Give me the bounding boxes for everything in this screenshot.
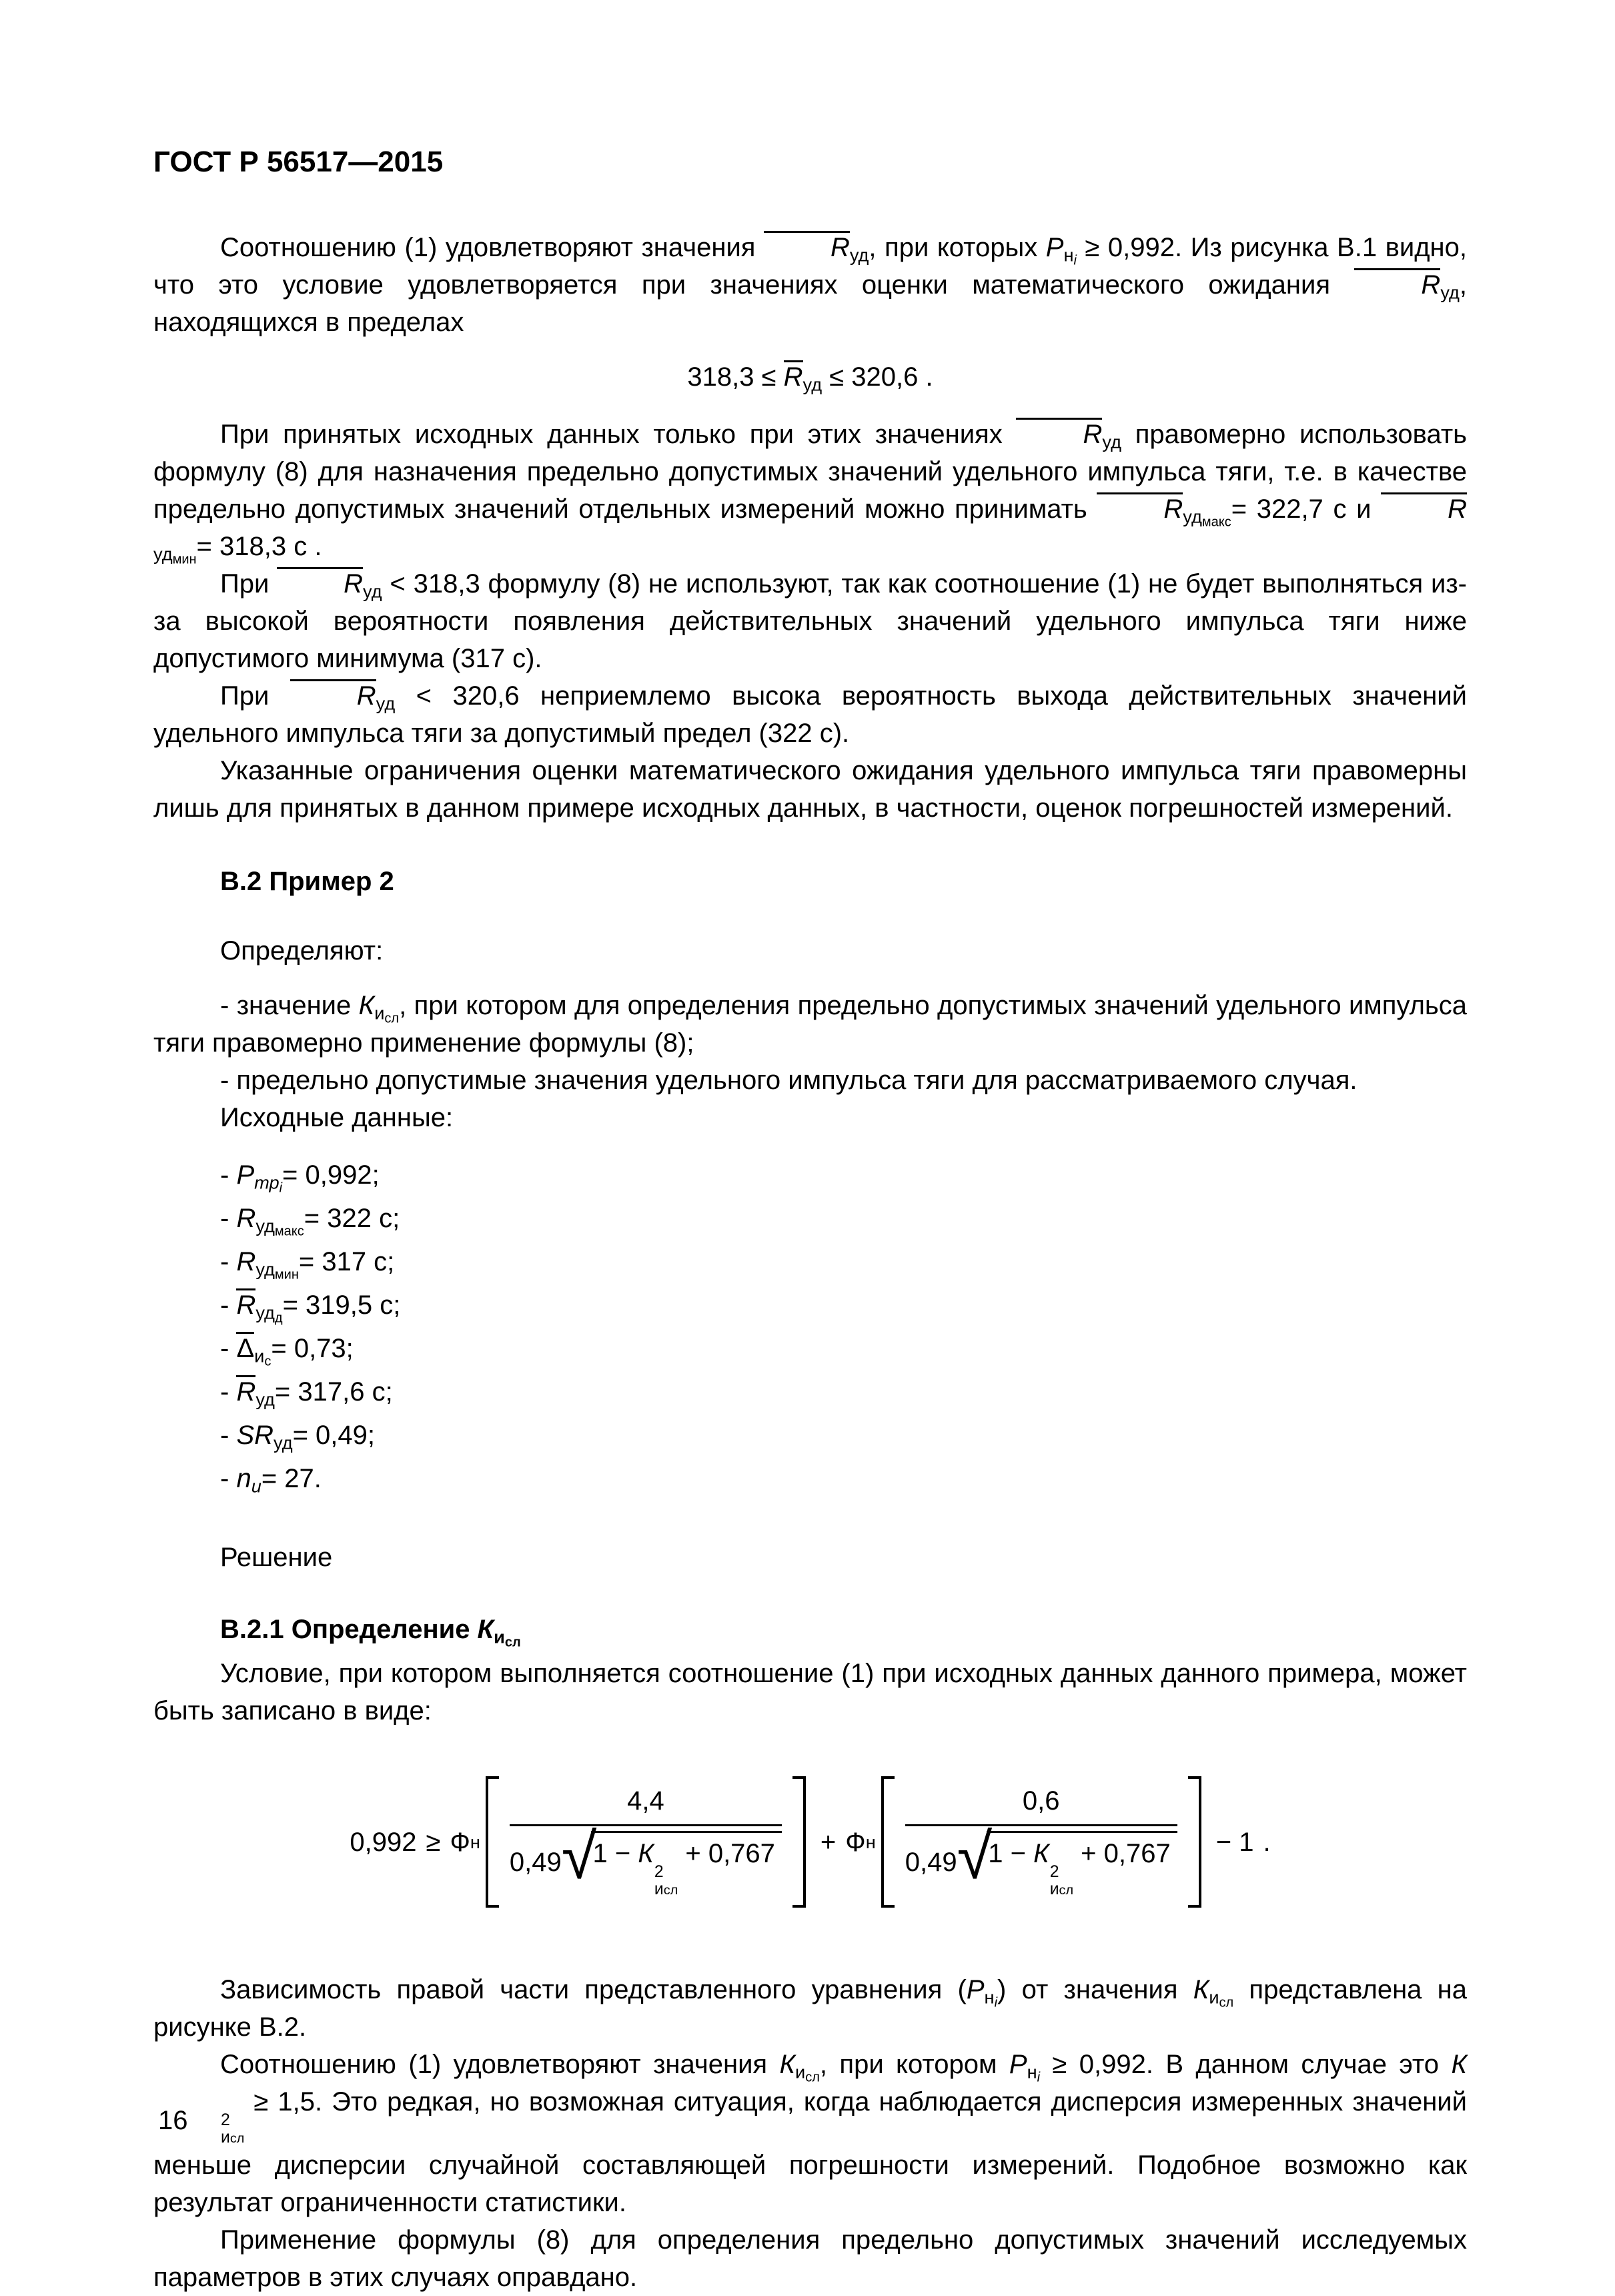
data-list-item: - Rуд= 317,6 с; xyxy=(220,1373,1467,1411)
fraction-2 xyxy=(901,1776,1181,1908)
data-list-item: - SRуд= 0,49; xyxy=(220,1421,376,1453)
right-bracket xyxy=(792,1776,806,1908)
paragraph-condition: Условие, при котором выполняется соотношение (1) при исходных данных данного примера, может быть записано в виде: xyxy=(153,1659,1467,1726)
paragraph-application: Применение формулы (8) для определения предельно допустимых значений исследуемых параметров в этих случаях оправдано. xyxy=(153,2225,1467,2293)
document-header: ГОСТ Р 56517—2015 xyxy=(153,145,444,178)
minus-one: − 1 xyxy=(1215,1827,1254,1857)
paragraph-intro: Соотношению (1) удовлетворяют значения Rуд, при которых $Pн_i \ge 0,992$. Из рисунка В.1 видно, что это условие удовлетворяется при значениях оценки математического ожидания Rуд, находящихся в пределах xyxy=(153,229,1467,341)
fraction-1 xyxy=(506,1776,786,1908)
phi-symbol: Ф xyxy=(450,1827,470,1857)
numerator-2: 0,6 xyxy=(905,1786,1177,1826)
paragraph-determine-item2: - предельно допустимые значения удельного импульса тяги для рассматриваемого случая. xyxy=(220,1066,1358,1095)
paragraph-determine: Определяют: xyxy=(220,936,384,966)
denominator-1: 0,49 √ 1 − К 2 исл + 0,767 xyxy=(510,1826,782,1898)
right-bracket xyxy=(1188,1776,1201,1908)
phi-symbol: Ф xyxy=(845,1827,866,1857)
square-root: √ 1 − К 2 исл + 0,767 xyxy=(957,1830,1177,1898)
paragraph-below-318: При Rуд < 318,3 формулу (8) не используют, так как соотношение (1) не будет выполняться из-за высокой вероятности появления действительных значений удельного импульса тяги ниже допустимого минимума (317 с). xyxy=(153,565,1467,677)
initial-data-list xyxy=(153,1156,1467,1497)
data-list-item: - Pтр$_i$= 0,992; xyxy=(220,1160,380,1196)
square-root: √ 1 − К 2 исл + 0,767 xyxy=(562,1830,782,1898)
data-list-item: - Rуд$_{мин}$= 317 с; xyxy=(220,1247,395,1282)
paragraph-determine-item1: - значение $Ки_{сл}$, при котором для определения предельно допустимых значений удельного импульса тяги правомерно применение формулы (8); xyxy=(153,991,1467,1058)
radical-sign: √ xyxy=(561,1821,597,1892)
paragraph-below-320: При Rуд < 320,6 неприемлемо высока вероятность выхода действительных значений удельного импульса тяги за допустимый предел (322 с). xyxy=(153,677,1467,752)
formula-range: 318,3 ≤ Rуд ≤ 320,6 . xyxy=(153,358,1467,396)
paragraph-solution: Решение xyxy=(220,1543,333,1572)
paragraph-dependency: Зависимость правой части представленного уравнения $(Pн_i)$ от значения $Ки_{сл}$ представлена на рисунке В.2. xyxy=(153,1975,1468,2042)
radical-sign: √ xyxy=(957,1821,993,1892)
paragraph-initial-data: Исходные данные: xyxy=(220,1103,454,1132)
left-bracket xyxy=(486,1776,499,1908)
numerator-1: 4,4 xyxy=(510,1786,782,1826)
data-list-item: - nи= 27. xyxy=(220,1464,322,1497)
display-formula: 0,992 ≥ Ф н 4,4 0,49 √ 1 − К 2 исл + 0,767 + Ф н 0,6 0,49 √ 1 − К 2 исл + 0,767 − 1 . xyxy=(153,1776,1467,1908)
formula-lhs: 0,992 xyxy=(350,1827,417,1857)
period: . xyxy=(1263,1827,1271,1857)
section-heading-b2: В.2 Пример 2 xyxy=(220,867,394,896)
denominator-2: 0,49 √ 1 − К 2 исл + 0,767 xyxy=(905,1826,1177,1898)
section-heading-b21: В.2.1 Определение $Ки_{сл}$ xyxy=(220,1615,521,1650)
data-list-item: - Rуд$_{макс}$= 322 с; xyxy=(220,1204,400,1239)
paragraph-accepted-data: При принятых исходных данных только при этих значениях Rуд правомерно использовать формулу (8) для назначения предельно допустимых значений удельного импульса тяги, т.е. в качестве предельно допустимых значений отдельных измерений можно принимать Rуд$_{макс}$= 322,7 с и Rуд$_{мин}$= 318,3 с . xyxy=(153,416,1467,565)
data-list-item: - $\Delta и_с= 0,73$; xyxy=(220,1330,1467,1367)
paragraph-limitations: Указанные ограничения оценки математического ожидания удельного импульса тяги правомерны лишь для принятых в данном примере исходных данных, в частности, оценок погрешностей измерений. xyxy=(153,756,1467,823)
plus-sign: + xyxy=(820,1827,837,1857)
paragraph-satisfy: Соотношению (1) удовлетворяют значения $Ки_{сл}$, при котором $Pн_i \ge 0,992$. В данном случае это К 2 исл ≥ 1,5. Это редкая, но возможная ситуация, когда наблюдается дисперсия измеренных значений меньше дисперсии случайной составляющей погрешности измерений. Подобное возможно как результат ограниченности статистики. xyxy=(153,2050,1468,2218)
left-bracket xyxy=(881,1776,895,1908)
data-list-item: - Rуд$_д$= 319,5 с; xyxy=(220,1286,1467,1324)
ge-sign: ≥ xyxy=(426,1827,441,1857)
page-number: 16 xyxy=(158,2106,188,2135)
